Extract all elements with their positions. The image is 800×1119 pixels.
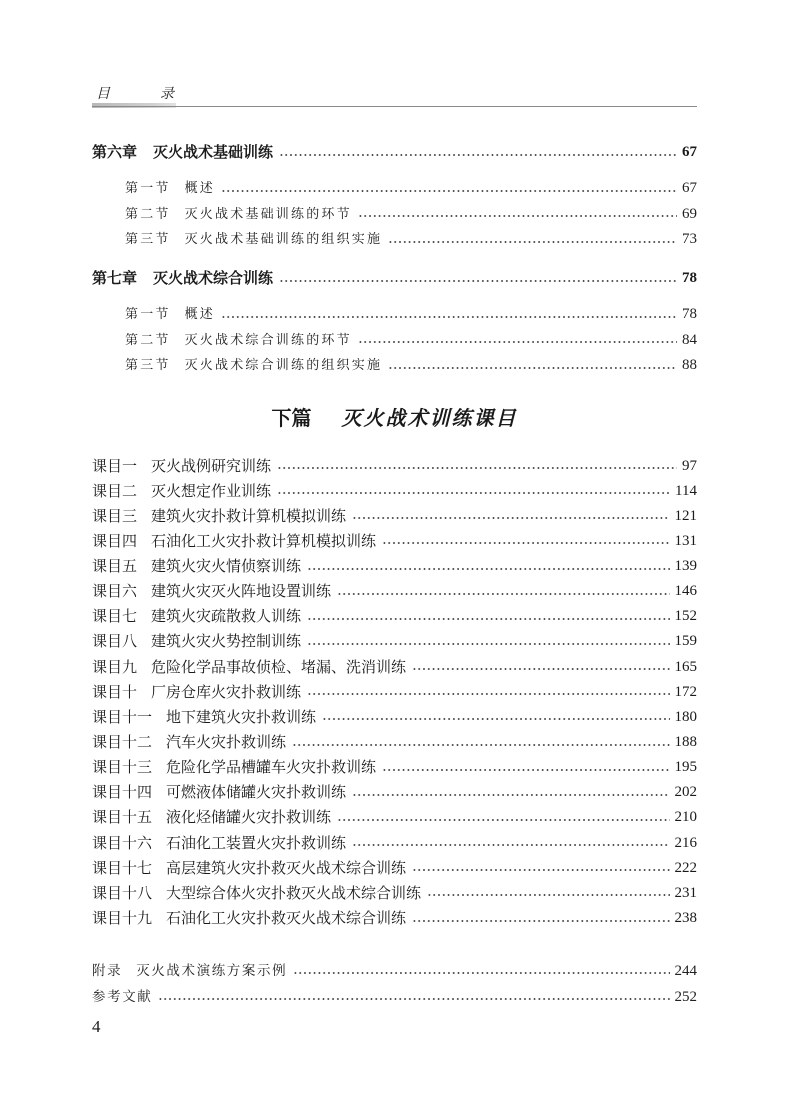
- toc-course-row: [92, 705, 697, 730]
- page-number: 69: [682, 205, 697, 222]
- dot-leader: [322, 718, 669, 720]
- page-number: 238: [674, 910, 697, 927]
- dot-leader: [382, 769, 669, 771]
- page-number: 244: [674, 962, 697, 979]
- entry-label: 课目九: [92, 657, 138, 676]
- page-number: 180: [674, 708, 697, 725]
- entry-label: 课目十九: [92, 909, 153, 928]
- page-number: 165: [674, 658, 697, 675]
- dot-leader: [352, 794, 669, 796]
- chapter-list: [92, 140, 697, 379]
- toc-course-row: [92, 504, 697, 529]
- toc-course-row: [92, 730, 697, 755]
- dot-leader: [358, 341, 677, 343]
- appendix-list: [92, 958, 697, 1010]
- dot-leader: [337, 593, 669, 595]
- page-number: 188: [674, 734, 697, 751]
- page-folio: 4: [92, 1017, 101, 1036]
- entry-title: 灭火想定作业训练: [151, 481, 272, 500]
- entry-title: 厂房仓库火灾扑救训练: [151, 682, 302, 701]
- entry-title: 石油化工火灾扑救灭火战术综合训练: [166, 909, 407, 928]
- chapter-block: [92, 266, 697, 379]
- entry-title: 石油化工装置火灾扑救训练: [166, 833, 347, 852]
- toc-section-row: [125, 328, 697, 354]
- dot-leader: [352, 844, 669, 846]
- toc-section-row: [125, 302, 697, 328]
- dot-leader: [382, 542, 669, 544]
- entry-title: 建筑火灾灭火阵地设置训练: [151, 582, 332, 601]
- entry-label: 第二节: [125, 206, 171, 222]
- toc-course-row: [92, 680, 697, 705]
- entry-title: 高层建筑火灾扑救灭火战术综合训练: [166, 858, 407, 877]
- entry-title: 建筑火灾火情侦察训练: [151, 557, 302, 576]
- toc-course-row: [92, 655, 697, 680]
- toc-course-row: [92, 780, 697, 805]
- page-number: 152: [674, 608, 697, 625]
- entry-label: 课目十五: [92, 808, 153, 827]
- entry-label: 课目十七: [92, 858, 153, 877]
- dot-leader: [221, 190, 677, 192]
- entry-title: 灭火战术综合训练的环节: [184, 332, 352, 348]
- entry-label: 课目二: [92, 481, 138, 500]
- entry-title: 灭火战术综合训练的组织实施: [184, 358, 383, 373]
- toc-appendix-row: [92, 984, 697, 1010]
- toc-course-row: [92, 554, 697, 579]
- entry-label: 课目一: [92, 456, 138, 475]
- entry-title: 可燃液体储罐火灾扑救训练: [166, 783, 347, 802]
- page-number: 67: [682, 180, 697, 196]
- entry-title: 灭火战术演练方案示例: [136, 962, 288, 979]
- dot-leader: [307, 568, 669, 570]
- page-number: 231: [674, 884, 697, 901]
- dot-leader: [279, 280, 677, 282]
- entry-title: 地下建筑火灾扑救训练: [166, 707, 317, 726]
- part-title: 灭火战术训练课目: [341, 406, 518, 430]
- toc-appendix-row: [92, 958, 697, 984]
- page-number: 131: [674, 532, 697, 549]
- dot-leader: [221, 316, 677, 318]
- entry-label: 课目十二: [92, 733, 153, 752]
- page-number: 195: [674, 759, 697, 776]
- toc-section-row: [125, 202, 697, 228]
- toc-course-row: [92, 529, 697, 554]
- dot-leader: [388, 367, 677, 369]
- page-number: 172: [674, 683, 697, 700]
- toc-course-row: [92, 881, 697, 906]
- entry-label: 第七章: [92, 269, 138, 287]
- page-number: 216: [674, 834, 697, 851]
- toc-course-row: [92, 579, 697, 604]
- toc-chapter-row: [92, 140, 697, 165]
- toc-section-row: [125, 227, 697, 253]
- section-list: [92, 302, 697, 379]
- dot-leader: [307, 693, 669, 695]
- page-number: 78: [682, 306, 697, 322]
- entry-title: 危险化学品事故侦检、堵漏、洗消训练: [151, 657, 407, 676]
- entry-label: 课目七: [92, 607, 138, 626]
- toc-course-row: [92, 805, 697, 830]
- entry-label: 课目十: [92, 682, 138, 701]
- entry-title: 建筑火灾扑救计算机模拟训练: [151, 506, 347, 525]
- course-list: [92, 454, 697, 932]
- page-number: 139: [674, 558, 697, 575]
- entry-label: 课目十八: [92, 883, 153, 902]
- page-number: 114: [675, 482, 697, 499]
- page-number: 159: [674, 633, 697, 650]
- entry-title: 概述: [184, 181, 216, 196]
- entry-label: 课目六: [92, 582, 138, 601]
- entry-label: 附录: [92, 962, 123, 979]
- entry-title: 危险化学品槽罐车火灾扑救训练: [166, 758, 377, 777]
- chapter-block: [92, 140, 697, 253]
- dot-leader: [427, 894, 669, 896]
- dot-leader: [358, 215, 677, 217]
- entry-title: 灭火战术综合训练: [153, 269, 274, 287]
- dot-leader: [337, 819, 669, 821]
- toc-course-row: [92, 856, 697, 881]
- entry-title: 液化烃储罐火灾扑救训练: [166, 808, 332, 827]
- toc-course-row: [92, 755, 697, 780]
- entry-label: 课目十六: [92, 833, 153, 852]
- dot-leader: [279, 154, 677, 156]
- header-rule: [92, 106, 697, 107]
- entry-title: 汽车火灾扑救训练: [166, 733, 287, 752]
- entry-label: 第三节: [125, 358, 171, 373]
- dot-leader: [277, 467, 677, 469]
- dot-leader: [292, 744, 669, 746]
- toc-course-row: [92, 629, 697, 654]
- entry-title: 灭火战术基础训练的环节: [184, 206, 352, 222]
- entry-title: 建筑火灾疏散救人训练: [151, 607, 302, 626]
- dot-leader: [412, 668, 669, 670]
- page-number: 67: [682, 144, 697, 160]
- entry-title: 灭火战术基础训练的组织实施: [184, 232, 383, 247]
- entry-label: 第一节: [125, 307, 171, 322]
- page-number: 97: [682, 457, 697, 474]
- dot-leader: [307, 618, 669, 620]
- entry-label: 课目十一: [92, 707, 153, 726]
- entry-label: 课目十三: [92, 758, 153, 777]
- section-list: [92, 176, 697, 253]
- toc-section-row: [125, 176, 697, 202]
- running-header-title: 目 录: [96, 86, 192, 102]
- entry-label: 第一节: [125, 181, 171, 196]
- page-number: 146: [674, 583, 697, 600]
- dot-leader: [388, 241, 677, 243]
- dot-leader: [352, 517, 669, 519]
- dot-leader: [412, 869, 669, 871]
- dot-leader: [293, 972, 669, 974]
- page-number: 78: [682, 270, 697, 286]
- page-number: 210: [674, 809, 697, 826]
- toc-course-row: [92, 906, 697, 931]
- entry-label: 第三节: [125, 232, 171, 247]
- part-label: 下篇: [271, 406, 312, 430]
- entry-title: 灭火战例研究训练: [151, 456, 272, 475]
- entry-title: 建筑火灾火势控制训练: [151, 632, 302, 651]
- entry-label: 课目五: [92, 557, 138, 576]
- toc-course-row: [92, 831, 697, 856]
- entry-title: 参考文献: [92, 988, 153, 1005]
- dot-leader: [307, 643, 669, 645]
- toc-course-row: [92, 604, 697, 629]
- page-number: 252: [674, 988, 697, 1005]
- entry-label: 课目十四: [92, 783, 153, 802]
- page-number: 202: [674, 784, 697, 801]
- toc-course-row: [92, 479, 697, 504]
- toc-course-row: [92, 454, 697, 479]
- dot-leader: [412, 920, 669, 922]
- dot-leader: [277, 492, 670, 494]
- dot-leader: [158, 998, 669, 1000]
- entry-label: 第二节: [125, 332, 171, 348]
- page-number: 84: [682, 331, 697, 348]
- entry-label: 课目三: [92, 506, 138, 525]
- part-heading: [92, 398, 697, 438]
- page-number: 222: [674, 859, 697, 876]
- entry-title: 石油化工火灾扑救计算机模拟训练: [151, 531, 377, 550]
- entry-label: 第六章: [92, 143, 138, 161]
- entry-title: 大型综合体火灾扑救灭火战术综合训练: [166, 883, 422, 902]
- page-number: 121: [674, 507, 697, 524]
- entry-title: 灭火战术基础训练: [153, 143, 274, 161]
- page-number: 88: [682, 357, 697, 373]
- entry-label: 课目四: [92, 531, 138, 550]
- entry-label: 课目八: [92, 632, 138, 651]
- toc-chapter-row: [92, 266, 697, 291]
- entry-title: 概述: [184, 307, 216, 322]
- toc-section-row: [125, 353, 697, 379]
- page-number: 73: [682, 231, 697, 247]
